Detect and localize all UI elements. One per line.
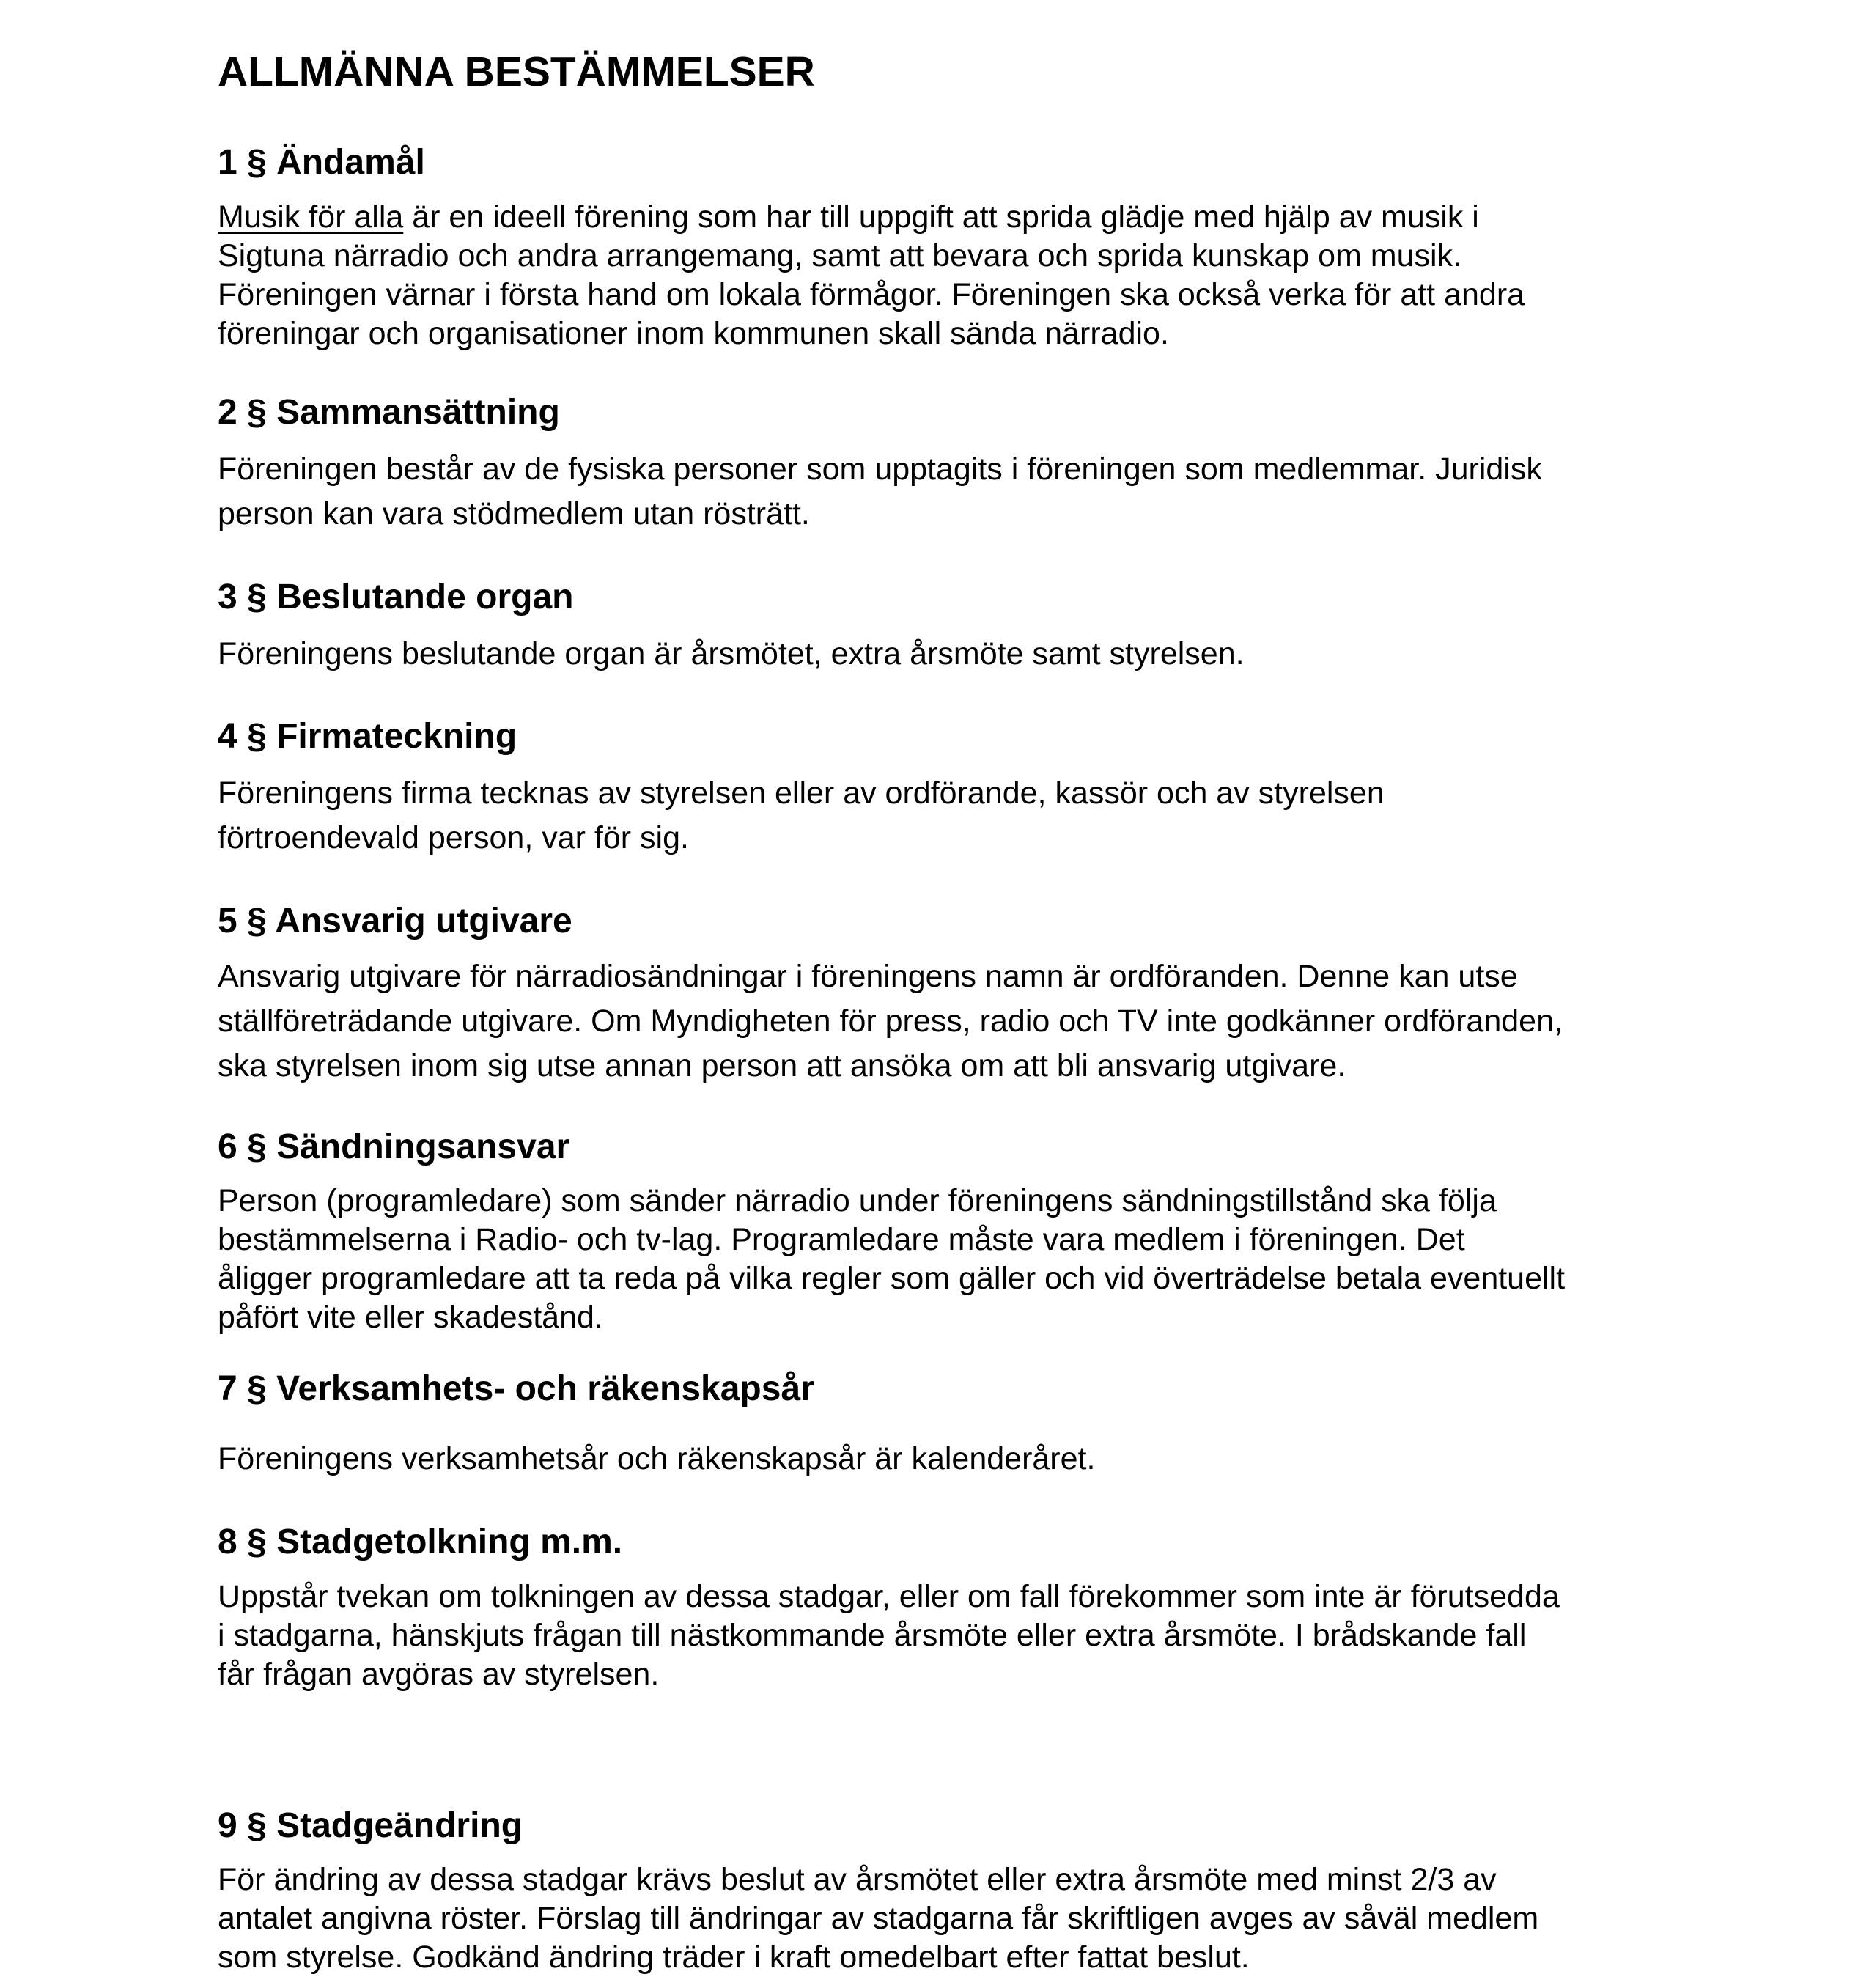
section-heading-ansvarig-utgivare: 5 § Ansvarig utgivare	[218, 902, 572, 940]
paragraph-line: Föreningens verksamhetsår och räkenskapsår är kalenderåret.	[218, 1441, 1096, 1476]
paragraph-line: antalet angivna röster. Förslag till ändringar av stadgarna får skriftligen avges av såväl medlem	[218, 1901, 1539, 1936]
paragraph-line: Person (programledare) som sänder närradio under föreningens sändningstillstånd ska följa	[218, 1183, 1497, 1218]
association-name: Musik för alla	[218, 199, 404, 235]
section-body-stadgeandring	[218, 1860, 1538, 1977]
section-body-sandningsansvar	[218, 1182, 1565, 1337]
paragraph-line: För ändring av dessa stadgar krävs beslut av årsmötet eller extra årsmöte med minst 2/3 av	[218, 1862, 1497, 1897]
paragraph-line: påfört vite eller skadestånd.	[218, 1300, 603, 1335]
paragraph-line: person kan vara stödmedlem utan rösträtt.	[218, 496, 810, 531]
section-heading-stadgetolkning: 8 § Stadgetolkning m.m.	[218, 1523, 623, 1561]
paragraph-line: Sigtuna närradio och andra arrangemang, samt att bevara och sprida kunskap om musik.	[218, 238, 1462, 273]
paragraph-line: i stadgarna, hänskjuts frågan till nästkommande årsmöte eller extra årsmöte. I brådskande fall	[218, 1618, 1527, 1653]
paragraph-line: förtroendevald person, var för sig.	[218, 820, 689, 855]
document-title: ALLMÄNNA BESTÄMMELSER	[218, 48, 815, 95]
section-heading-sammansattning: 2 § Sammansättning	[218, 393, 560, 432]
paragraph-line: Föreningen består av de fysiska personer som upptagits i föreningen som medlemmar. Juridisk	[218, 452, 1542, 487]
paragraph-line: Föreningens beslutande organ är årsmötet, extra årsmöte samt styrelsen.	[218, 636, 1245, 671]
paragraph-line: får frågan avgöras av styrelsen.	[218, 1657, 660, 1692]
paragraph-line: bestämmelserna i Radio- och tv-lag. Programledare måste vara medlem i föreningen. Det	[218, 1222, 1465, 1257]
section-heading-firmateckning: 4 § Firmateckning	[218, 717, 517, 756]
paragraph-line: Föreningen värnar i första hand om lokala förmågor. Föreningen ska också verka för att andra	[218, 277, 1525, 312]
section-heading-stadgeandring: 9 § Stadgeändring	[218, 1806, 523, 1845]
paragraph-line: Föreningens firma tecknas av styrelsen eller av ordförande, kassör och av styrelsen	[218, 776, 1385, 811]
section-body-ansvarig-utgivare	[218, 954, 1563, 1089]
paragraph-line	[218, 198, 1525, 237]
paragraph-line: ställföreträdande utgivare. Om Myndigheten för press, radio och TV inte godkänner ordföranden,	[218, 1004, 1563, 1039]
paragraph-line: ska styrelsen inom sig utse annan person att ansöka om att bli ansvarig utgivare.	[218, 1048, 1346, 1083]
section-body-andamal	[218, 198, 1525, 353]
paragraph-line: åligger programledare att ta reda på vilka regler som gäller och vid överträdelse betala eventuellt	[218, 1261, 1566, 1296]
paragraph-line: Ansvarig utgivare för närradiosändningar i föreningens namn är ordföranden. Denne kan utse	[218, 959, 1518, 994]
section-body-firmateckning	[218, 771, 1385, 861]
section-heading-sandningsansvar: 6 § Sändningsansvar	[218, 1127, 570, 1166]
section-body-beslutande-organ	[218, 632, 1245, 677]
section-body-verksamhetsar	[218, 1437, 1095, 1481]
section-heading-verksamhetsar: 7 § Verksamhets- och räkenskapsår	[218, 1369, 814, 1408]
paragraph-line: föreningar och organisationer inom kommunen skall sända närradio.	[218, 316, 1169, 351]
section-heading-beslutande-organ: 3 § Beslutande organ	[218, 578, 574, 616]
section-body-stadgetolkning	[218, 1577, 1560, 1694]
paragraph-line: som styrelse. Godkänd ändring träder i kraft omedelbart efter fattat beslut.	[218, 1940, 1250, 1975]
paragraph-text: är en ideell förening som har till uppgift att sprida glädje med hjälp av musik i	[403, 199, 1479, 235]
paragraph-line: Uppstår tvekan om tolkningen av dessa stadgar, eller om fall förekommer som inte är förutsedda	[218, 1579, 1560, 1614]
section-heading-andamal: 1 § Ändamål	[218, 143, 425, 182]
section-body-sammansattning	[218, 447, 1542, 537]
